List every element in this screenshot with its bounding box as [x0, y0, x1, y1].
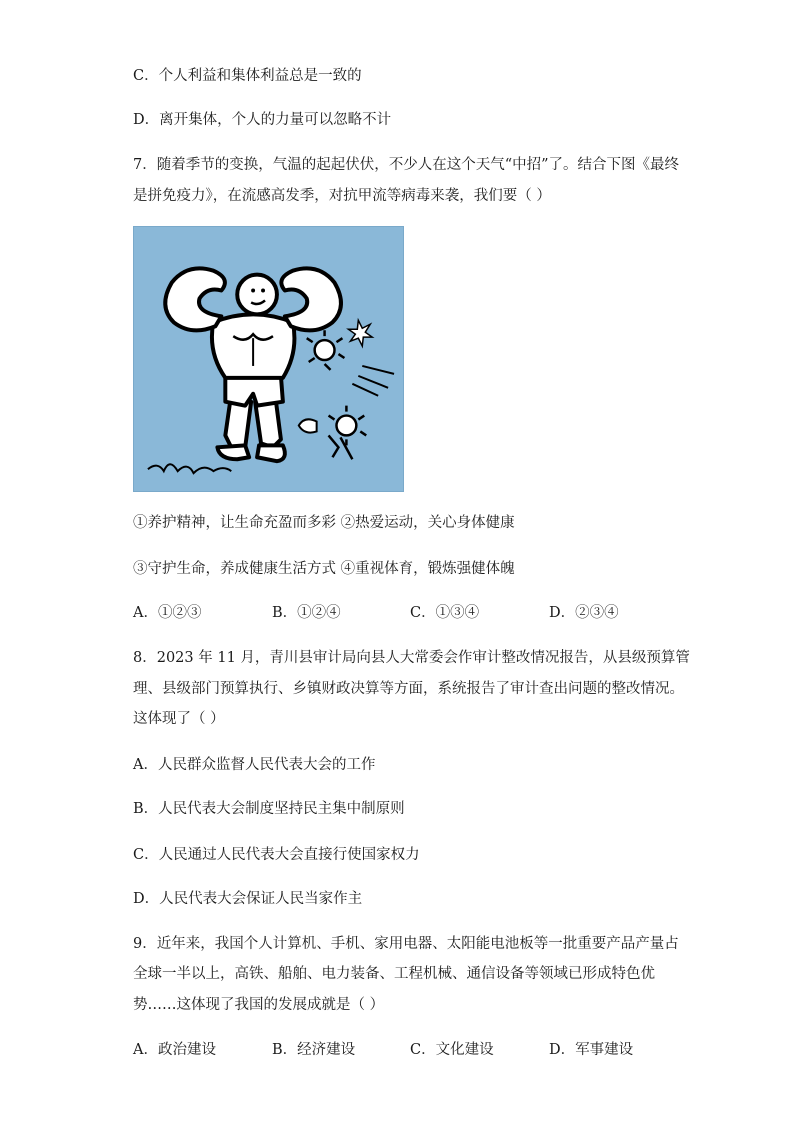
q8-option-d: D．人民代表大会保证人民当家作主 [133, 891, 363, 907]
q8-option-c: C．人民通过人民代表大会直接行使国家权力 [133, 847, 420, 863]
q9-stem-line-1: 9．近年来，我国个人计算机、手机、家用电器、太阳能电池板等一批重要产品产量占 [133, 936, 679, 952]
q7-stem-line-2: 是拼免疫力》，在流感高发季，对抗甲流等病毒来袭，我们要（ ） [133, 188, 551, 204]
q7-cartoon-figure [133, 226, 404, 492]
q9-option-c: C．文化建设 [410, 1042, 494, 1058]
q8-option-b: B．人民代表大会制度坚持民主集中制原则 [133, 801, 405, 817]
q6-option-c: C．个人利益和集体利益总是一致的 [133, 68, 362, 84]
q9-option-a: A．政治建设 [133, 1042, 216, 1058]
q7-option-c: C．①③④ [410, 605, 480, 621]
q9-stem-line-3: 势……这体现了我国的发展成就是（ ） [133, 997, 385, 1013]
q8-stem-line-3: 这体现了（ ） [133, 711, 225, 727]
cartoon-strongman-punching-virus-icon [134, 227, 403, 491]
q8-option-a: A．人民群众监督人民代表大会的工作 [133, 757, 376, 773]
q8-stem-line-1: 8．2023 年 11 月，青川县审计局向县人大常委会作审计整改情况报告，从县级预算管 [133, 650, 690, 666]
q8-stem-line-2: 理、县级部门预算执行、乡镇财政决算等方面，系统报告了审计查出问题的整改情况。 [133, 681, 684, 697]
q7-option-a: A．①②③ [133, 605, 202, 621]
q7-stem-line-1: 7．随着季节的变换，气温的起起伏伏，不少人在这个天气“中招”了。结合下图《最终 [133, 157, 680, 173]
q7-statement-line-2: ③守护生命，养成健康生活方式 ④重视体育，锻炼强健体魄 [133, 561, 515, 577]
q9-option-d: D．军事建设 [549, 1042, 634, 1058]
q9-option-b: B．经济建设 [272, 1042, 356, 1058]
q6-option-d: D．离开集体，个人的力量可以忽略不计 [133, 112, 392, 128]
q7-option-b: B．①②④ [272, 605, 341, 621]
q7-option-d: D．②③④ [549, 605, 619, 621]
q7-statement-line-1: ①养护精神，让生命充盈而多彩 ②热爱运动，关心身体健康 [133, 515, 515, 531]
q9-stem-line-2: 全球一半以上，高铁、船舶、电力装备、工程机械、通信设备等领域已形成特色优 [133, 966, 655, 982]
